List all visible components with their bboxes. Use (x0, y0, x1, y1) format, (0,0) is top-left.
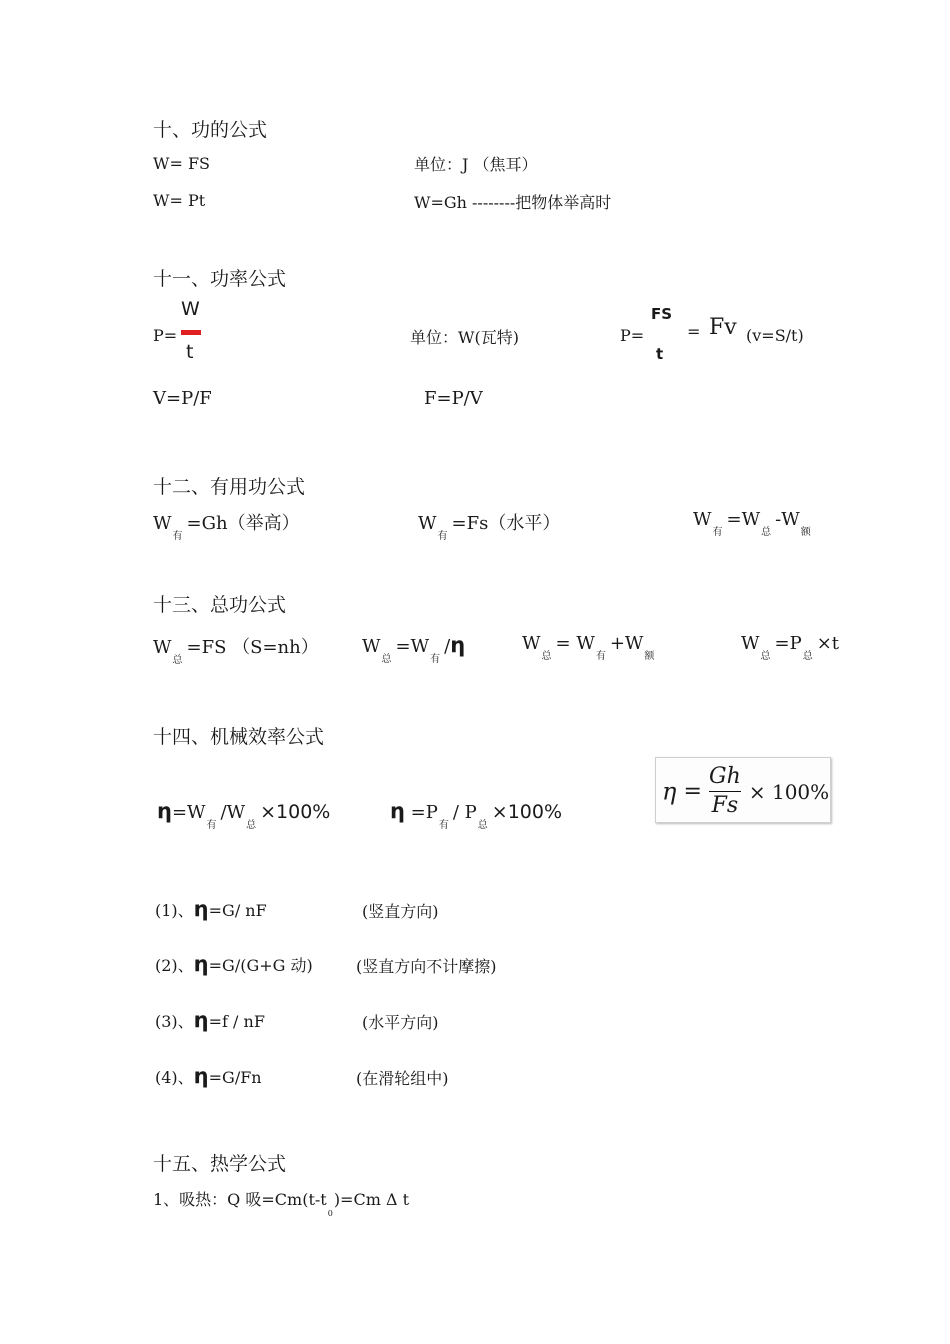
unit-watt: 单位：W(瓦特) (410, 328, 519, 347)
formula-w-fs: W= FS (153, 154, 210, 173)
efficiency-formula-image (655, 757, 831, 823)
box-percent: × 100% (748, 779, 830, 804)
box-numerator: Gh (709, 764, 741, 789)
box-denominator: Fs (711, 793, 739, 818)
efficiency-item-2-note: (竖直方向不计摩擦) (356, 957, 497, 976)
efficiency-power-ratio: $\eta =P_有/$ $P_总\times 100\%$ (390, 799, 563, 831)
power-frac2-denominator: t (656, 345, 664, 363)
efficiency-work-ratio: $\eta=W_有/W_总\times 100\%$ (157, 799, 331, 831)
section-13-title: 十三、总功公式 (153, 594, 287, 616)
power-p2-label: P= (620, 326, 645, 345)
efficiency-item-1: (1)、η=G/ nF (155, 897, 267, 921)
efficiency-item-3-note: (水平方向) (362, 1013, 439, 1032)
efficiency-item-3: (3)、η=f / nF (155, 1008, 265, 1032)
formula-w-pt: W= Pt (153, 191, 206, 210)
formula-w-gh: W=Gh --------把物体举高时 (414, 193, 612, 212)
fraction-bar (181, 330, 201, 335)
box-fraction (709, 764, 741, 819)
velocity-note: (v=S/t) (746, 326, 804, 345)
total-work-fs: $W_总=FS$ （S=nh） (153, 637, 319, 666)
formula-fv: Fv (709, 315, 737, 340)
formula-f-pv: F=P/V (424, 388, 483, 409)
useful-work-horizontal: $W_有=Fs$（水平） (418, 513, 561, 542)
section-14-title: 十四、机械效率公式 (153, 726, 325, 748)
section-15-title: 十五、热学公式 (153, 1153, 287, 1175)
power-p-label: P= (153, 326, 178, 345)
useful-work-lift: $W_有=Gh$（举高） (153, 513, 300, 542)
heat-absorption-formula: 1、吸热：Q 吸$=Cm(t-t_0)=Cm$ Δ t (153, 1190, 410, 1218)
section-10-title: 十、功的公式 (153, 119, 268, 141)
power-frac-numerator: W (181, 298, 200, 320)
total-work-efficiency: $W_总=W_有/\eta$ (362, 633, 466, 665)
section-12-title: 十二、有用功公式 (153, 476, 306, 498)
unit-joule: 单位：J （焦耳） (414, 155, 538, 174)
useful-work-difference: $W_有=W_总-W_额$ (693, 509, 811, 538)
box-eta: η (662, 777, 677, 806)
efficiency-item-4: (4)、η=G/Fn (155, 1064, 262, 1088)
total-work-sum: $W_总= W_有+W_额$ (522, 633, 655, 662)
formula-v-pf: V=P/F (153, 388, 212, 409)
section-11-title: 十一、功率公式 (153, 268, 287, 290)
power-frac-denominator: t (186, 341, 194, 363)
box-equals: = (683, 779, 702, 804)
efficiency-item-2: (2)、η=G/(G+G 动) (155, 952, 313, 976)
total-work-power-time: $W_总=P_总\times t$ (741, 633, 840, 662)
power-frac2-numerator: FS (651, 305, 673, 323)
efficiency-item-1-note: (竖直方向) (362, 902, 439, 921)
efficiency-item-4-note: (在滑轮组中) (356, 1069, 449, 1088)
equals-sign: = (687, 322, 701, 341)
